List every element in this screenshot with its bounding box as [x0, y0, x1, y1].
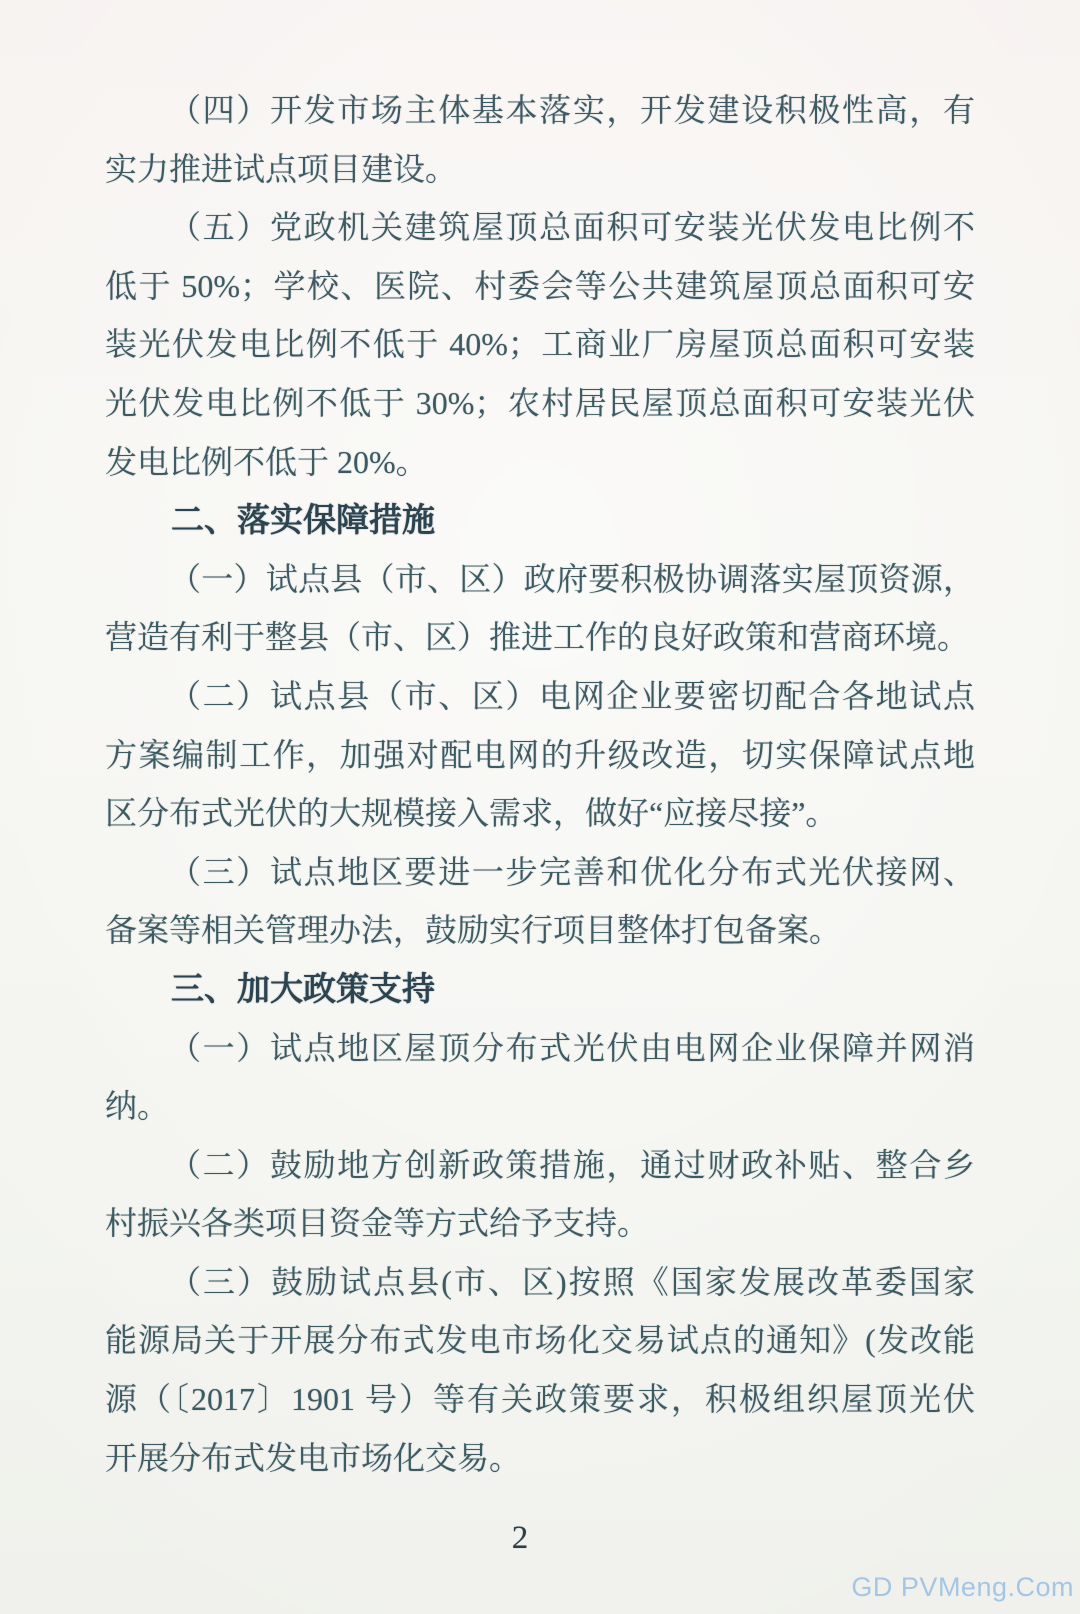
- text-line: 营造有利于整县（市、区）推进工作的良好政策和营商环境。: [105, 619, 970, 656]
- section-heading: 三、加大政策支持: [171, 969, 435, 1007]
- document-text-block: [105, 81, 975, 1487]
- text-line: 纳。: [105, 1088, 170, 1125]
- text-line: 开展分布式发电市场化交易。: [105, 1439, 522, 1476]
- text-line: 区分布式光伏的大规模接入需求，做好“应接尽接”。: [105, 795, 838, 832]
- text-line: （二）试点县（市、区）电网企业要密切配合各地试点: [169, 677, 975, 714]
- text-line: （一）试点县（市、区）政府要积极协调落实屋顶资源，: [169, 560, 975, 597]
- watermark-text: GD PVMeng.Com: [851, 1572, 1074, 1602]
- text-line: 方案编制工作，加强对配电网的升级改造，切实保障试点地: [105, 736, 975, 773]
- text-line: 低于 50%；学校、医院、村委会等公共建筑屋顶总面积可安: [105, 267, 975, 304]
- section-heading: 二、落实保障措施: [171, 501, 435, 539]
- text-line: （五）党政机关建筑屋顶总面积可安装光伏发电比例不: [169, 209, 975, 246]
- text-line: 备案等相关管理办法，鼓励实行项目整体打包备案。: [105, 912, 842, 949]
- text-line: （三）试点地区要进一步完善和优化分布式光伏接网、: [169, 853, 975, 890]
- text-line: 源（〔2017〕1901 号）等有关政策要求，积极组织屋顶光伏: [105, 1381, 975, 1418]
- text-line: 村振兴各类项目资金等方式给予支持。: [105, 1205, 650, 1242]
- text-line: 能源局关于开展分布式发电市场化交易试点的通知》(发改能: [105, 1322, 975, 1359]
- text-line: （二）鼓励地方创新政策措施，通过财政补贴、整合乡: [169, 1146, 975, 1183]
- text-line: （四）开发市场主体基本落实，开发建设积极性高，有: [169, 92, 975, 128]
- text-line: 光伏发电比例不低于 30%；农村居民屋顶总面积可安装光伏: [105, 384, 975, 421]
- page-number: 2: [511, 1520, 529, 1556]
- text-line: 实力推进试点项目建设。: [105, 150, 458, 187]
- text-line: 发电比例不低于 20%。: [105, 443, 428, 480]
- text-line: 装光伏发电比例不低于 40%；工商业厂房屋顶总面积可安装: [105, 326, 975, 363]
- text-line: （三）鼓励试点县(市、区)按照《国家发展改革委国家: [169, 1263, 975, 1300]
- text-line: （一）试点地区屋顶分布式光伏由电网企业保障并网消: [169, 1029, 975, 1066]
